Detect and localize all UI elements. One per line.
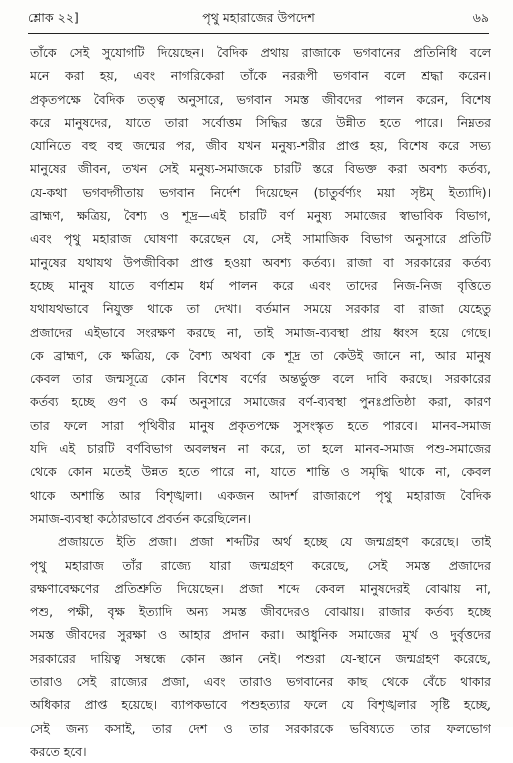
text-line: তার ফলে সারা পৃথিবীর মানুষ প্রকৃতপক্ষে সুসংস্কৃত হতে পারবে। মানব-সমাজ xyxy=(30,417,491,433)
text-line: তারাও সেই রাজ্যের প্রজা, এবং তারাও ভগবানের কাছ থেকে বেঁচে থাকার xyxy=(30,674,491,690)
text-line: প্রজায়তে ইতি প্রজা। প্রজা শব্দটির অর্থ হচ্ছে যে জন্মগ্রহণ করেছে। তাই xyxy=(58,534,491,550)
text-line: অধিকার প্রাপ্ত হয়েছে। ব্যাপকভাবে পশুহত্যার ফলে যে বিশৃঙ্খলার সৃষ্টি হচ্ছে, xyxy=(30,697,491,713)
text-line: সেই জন্য কসাই, তার দেশ ও তার সরকারকে ভবিষ্যতে তার ফলভোগ xyxy=(30,720,491,736)
text-line: মানুষের যথাযথ উপজীবিকা প্রাপ্ত হওয়া অবশ্য কর্তব্য। রাজা বা সরকারের কর্তব্য xyxy=(30,254,491,270)
text-line: থেকে কোন মতেই উন্নত হতে পারে না, যাতে শান্তি ও সমৃদ্ধি থাকে না, কেবল xyxy=(30,464,491,480)
text-line: সমস্ত জীবদের সুরক্ষা ও আহার প্রদান করা। আধুনিক সমাজের মূর্খ ও দুর্বৃত্তদের xyxy=(30,627,491,643)
text-line: থাকে অশান্তি আর বিশৃঙ্খলা। একজন আদর্শ রাজারূপে পৃথু মহারাজ বৈদিক xyxy=(30,487,491,503)
text-line: কে ব্রাহ্মণ, কে ক্ষত্রিয়, কে বৈশ্য অথবা কে শূদ্র তা কেউই জানে না, আর মানুষ xyxy=(30,347,491,363)
text-line: যোনিতে বহু বহু জন্মের পর, জীব যখন মনুষ্য-শরীর প্রাপ্ত হয়, বিশেষ করে সভ্য xyxy=(30,138,491,154)
page-header xyxy=(28,10,489,32)
chapter-title: পৃথু মহারাজের উপদেশ xyxy=(202,10,315,25)
text-line: প্রকৃতপক্ষে বৈদিক তত্ত্ব অনুসারে, ভগবান সমস্ত জীবদের পালন করেন, বিশেষ xyxy=(30,91,491,107)
text-line: এবং পৃথু মহারাজ ঘোষণা করেছেন যে, সেই সামাজিক বিভাগ অনুসারে প্রতিটি xyxy=(30,231,491,247)
text-line: যদি এই চারটি বর্ণবিভাগ অবলম্বন না করে, তা হলে মানব-সমাজ পশু-সমাজের xyxy=(30,441,491,457)
text-line: রক্ষণাবেক্ষণের প্রতিশ্রুতি দিয়েছেন। প্রজা শব্দে কেবল মানুষদেরই বোঝায় না, xyxy=(30,580,491,596)
page-number: ৬৯ xyxy=(472,10,489,25)
verse-reference: শ্লোক ২২] xyxy=(28,10,79,25)
text-line: করে মানুষদের, যাতে তারা সর্বোত্তম সিদ্ধির স্তরে উন্নীত হতে পারে। নিম্নতর xyxy=(30,114,491,130)
text-line: করতে হবে। xyxy=(30,743,87,759)
text-line: সমাজ-ব্যবস্থা কঠোরভাবে প্রবর্তন করেছিলেন। xyxy=(30,510,251,526)
text-line: কর্তব্য হচ্ছে গুণ ও কর্ম অনুসারে সমাজের বর্ণ-ব্যবস্থা পুনঃপ্রতিষ্ঠা করা, কারণ xyxy=(30,394,491,410)
text-line: সরকারের দায়িত্ব সম্বন্ধে কোন জ্ঞান নেই। পশুরা যে-স্থানে জন্মগ্রহণ করেছে, xyxy=(30,650,491,666)
text-line: যথাযথভাবে নিযুক্ত থাকে তা দেখা। বর্তমান সময়ে সরকার বা রাজা যেহেতু xyxy=(30,301,491,317)
text-line: মনে করা হয়, এবং নাগরিকেরা তাঁকে নররূপী ভগবান বলে শ্রদ্ধা করেন। xyxy=(30,68,491,84)
text-line: তাঁকে সেই সুযোগটি দিয়েছেন। বৈদিক প্রথায় রাজাকে ভগবানের প্রতিনিধি বলে xyxy=(30,45,491,60)
text-line: হচ্ছে মানুষ যাতে বর্ণাশ্রম ধর্ম পালন করে এবং তাদের নিজ-নিজ বৃত্তিতে xyxy=(30,277,491,293)
text-line: পশু, পক্ষী, বৃক্ষ ইত্যাদি অন্য সমস্ত জীবদেরও বোঝায়। রাজার কর্তব্য হচ্ছে xyxy=(30,604,491,620)
text-line: পৃথু মহারাজ তাঁর রাজ্যে যারা জন্মগ্রহণ করেছে, সেই সমস্ত প্রজাদের xyxy=(30,557,491,573)
text-line: ব্রাহ্মণ, ক্ষত্রিয়, বৈশ্য ও শূদ্র—এই চারটি বর্ণ মনুষ্য সমাজের স্বাভাবিক বিভাগ, xyxy=(30,208,491,224)
text-line: যে-কথা ভগবদ্গীতায় ভগবান নির্দেশ দিয়েছেন (চাতুর্বর্ণ্যং ময়া সৃষ্টম্ ইত্যাদি)। xyxy=(30,184,491,200)
text-line: কেবল তার জন্মসূত্রে কোন বিশেষ বর্ণের অন্তর্ভুক্ত বলে দাবি করছে। সরকারের xyxy=(30,371,491,387)
text-line: মানুষের জীবন, তখন সেই মনুষ্য-সমাজকে চারটি স্তরে বিভক্ত করা অবশ্য কর্তব্য, xyxy=(30,161,491,177)
header-divider xyxy=(28,33,489,34)
purport-text xyxy=(30,41,491,763)
text-line: প্রজাদের এইভাবে সংরক্ষণ করছে না, তাই সমাজ-ব্যবস্থা প্রায় ধ্বংস হয়ে গেছে। xyxy=(30,324,491,340)
